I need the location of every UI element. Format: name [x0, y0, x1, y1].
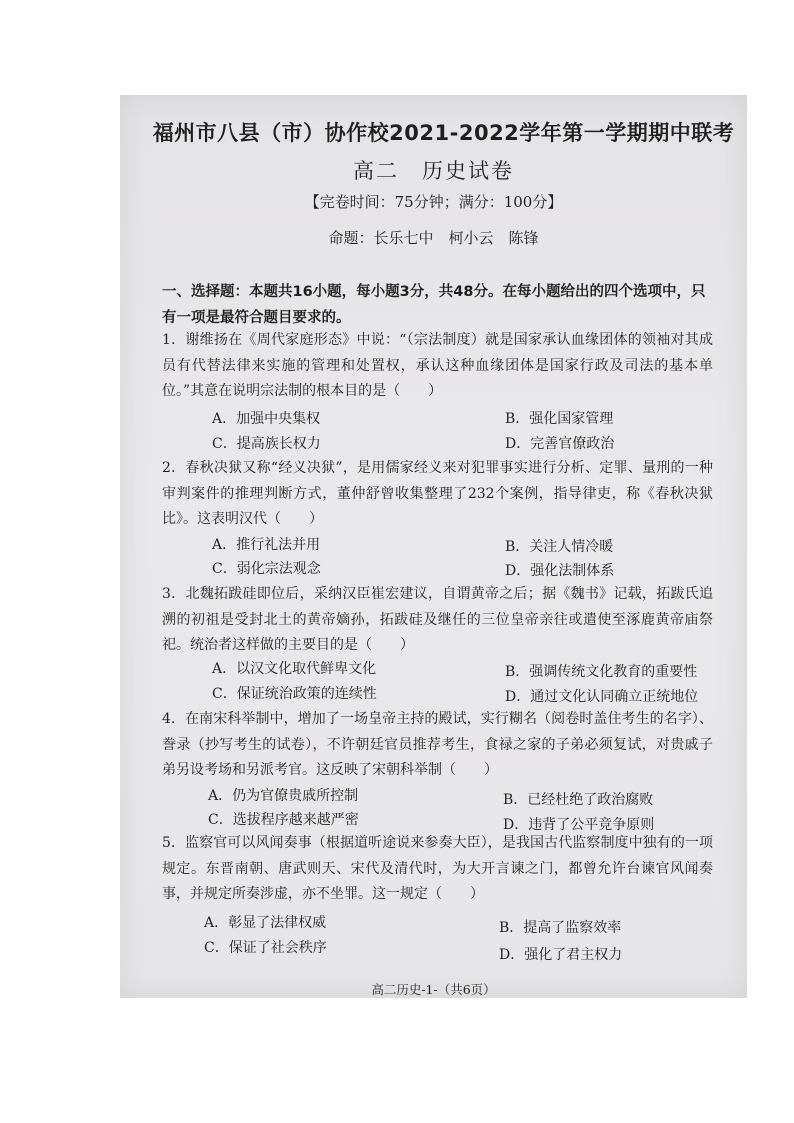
exam-subtitle: 高二 历史试卷: [353, 159, 514, 183]
question-1-option-b: B．强化国家管理: [505, 411, 614, 427]
question-2-option-b: B．关注人情冷暖: [505, 539, 614, 555]
question-4-option-c: C．选拔程序越来越严密: [208, 812, 359, 828]
question-2-option-c: C．弱化宗法观念: [212, 561, 321, 577]
question-3-option-c: C．保证统治政策的连续性: [212, 686, 377, 702]
question-5-option-b: B．提高了监察效率: [499, 920, 622, 936]
page-footer: 高二历史-1-（共6页）: [371, 982, 496, 997]
question-5-stem: 5．监察官可以风闻奏事（根据道听途说来参奏大臣），是我国古代监察制度中独有的一项规定。东晋南朝、唐武则天、宋代及清代时，为大开言谏之门，都曾允许台谏官风闻奏事，并规定所奏涉虚，亦不坐罪。这一规定（ ）: [162, 835, 713, 902]
question-1-option-a: A．加强中央集权: [212, 411, 321, 427]
question-2-stem: 2．春秋决狱又称“经义决狱”，是用儒家经义来对犯罪事实进行分析、定罪、量刑的一种审判案件的推理判断方式，董仲舒曾收集整理了232个案例，指导律吏，称《春秋决狱比》。这表明汉代（ ）: [162, 460, 713, 527]
question-5-option-d: D．强化了君主权力: [499, 947, 623, 963]
question-1-option-d: D．完善官僚政治: [505, 436, 615, 452]
question-4-option-a: A．仍为官僚贵戚所控制: [208, 788, 359, 804]
question-5-option-c: C．保证了社会秩序: [204, 940, 327, 956]
question-3-option-b: B．强调传统文化教育的重要性: [505, 664, 698, 680]
exam-paper-photo: [120, 95, 747, 998]
exam-time-score: 【完卷时间：75分钟；满分：100分】: [304, 193, 563, 211]
question-1-stem: 1．谢维扬在《周代家庭形态》中说：“（宗法制度）就是国家承认血缘团体的领袖对其成员有代替法律来实施的管理和处置权，承认这种血缘团体是国家行政及司法的基本单位。”其意在说明宗法制的根本目的是（ ）: [162, 332, 713, 399]
section-heading: 一、选择题：本题共16小题，每小题3分，共48分。在每小题给出的四个选项中，只有一项是最符合题目要求的。: [162, 284, 706, 326]
exam-title: 福州市八县（市）协作校2021-2022学年第一学期期中联考: [152, 121, 735, 145]
question-3-stem: 3．北魏拓跋硅即位后，采纳汉臣崔宏建议，自谓黄帝之后；据《魏书》记载，拓跋氏追溯的初祖是受封北土的黄帝嫡孙，拓跋硅及继任的三位皇帝亲往或遣使至涿鹿黄帝庙祭祀。统治者这样做的主要目的是（ ）: [162, 586, 713, 653]
question-5-option-a: A．彰显了法律权威: [204, 915, 327, 931]
question-3-option-a: A．以汉文化取代鲜卑文化: [212, 661, 377, 677]
question-4-stem: 4．在南宋科举制中，增加了一场皇帝主持的殿试，实行糊名（阅卷时盖住考生的名字）、誊录（抄写考生的试卷），不许朝廷官员推荐考生，食禄之家的子弟必须复试，对贵戚子弟另设考场和另派考官。这反映了宋朝科举制（ ）: [162, 711, 713, 778]
question-2-option-d: D．强化法制体系: [505, 563, 615, 579]
exam-authors: 命题：长乐七中 柯小云 陈锋: [328, 229, 539, 247]
question-2-option-a: A．推行礼法并用: [212, 537, 321, 553]
question-3-option-d: D．通过文化认同确立正统地位: [505, 689, 699, 705]
question-4-option-b: B．已经杜绝了政治腐败: [503, 792, 654, 808]
question-1-option-c: C．提高族长权力: [212, 436, 321, 452]
question-4-option-d: D．违背了公平竞争原则: [503, 817, 655, 833]
